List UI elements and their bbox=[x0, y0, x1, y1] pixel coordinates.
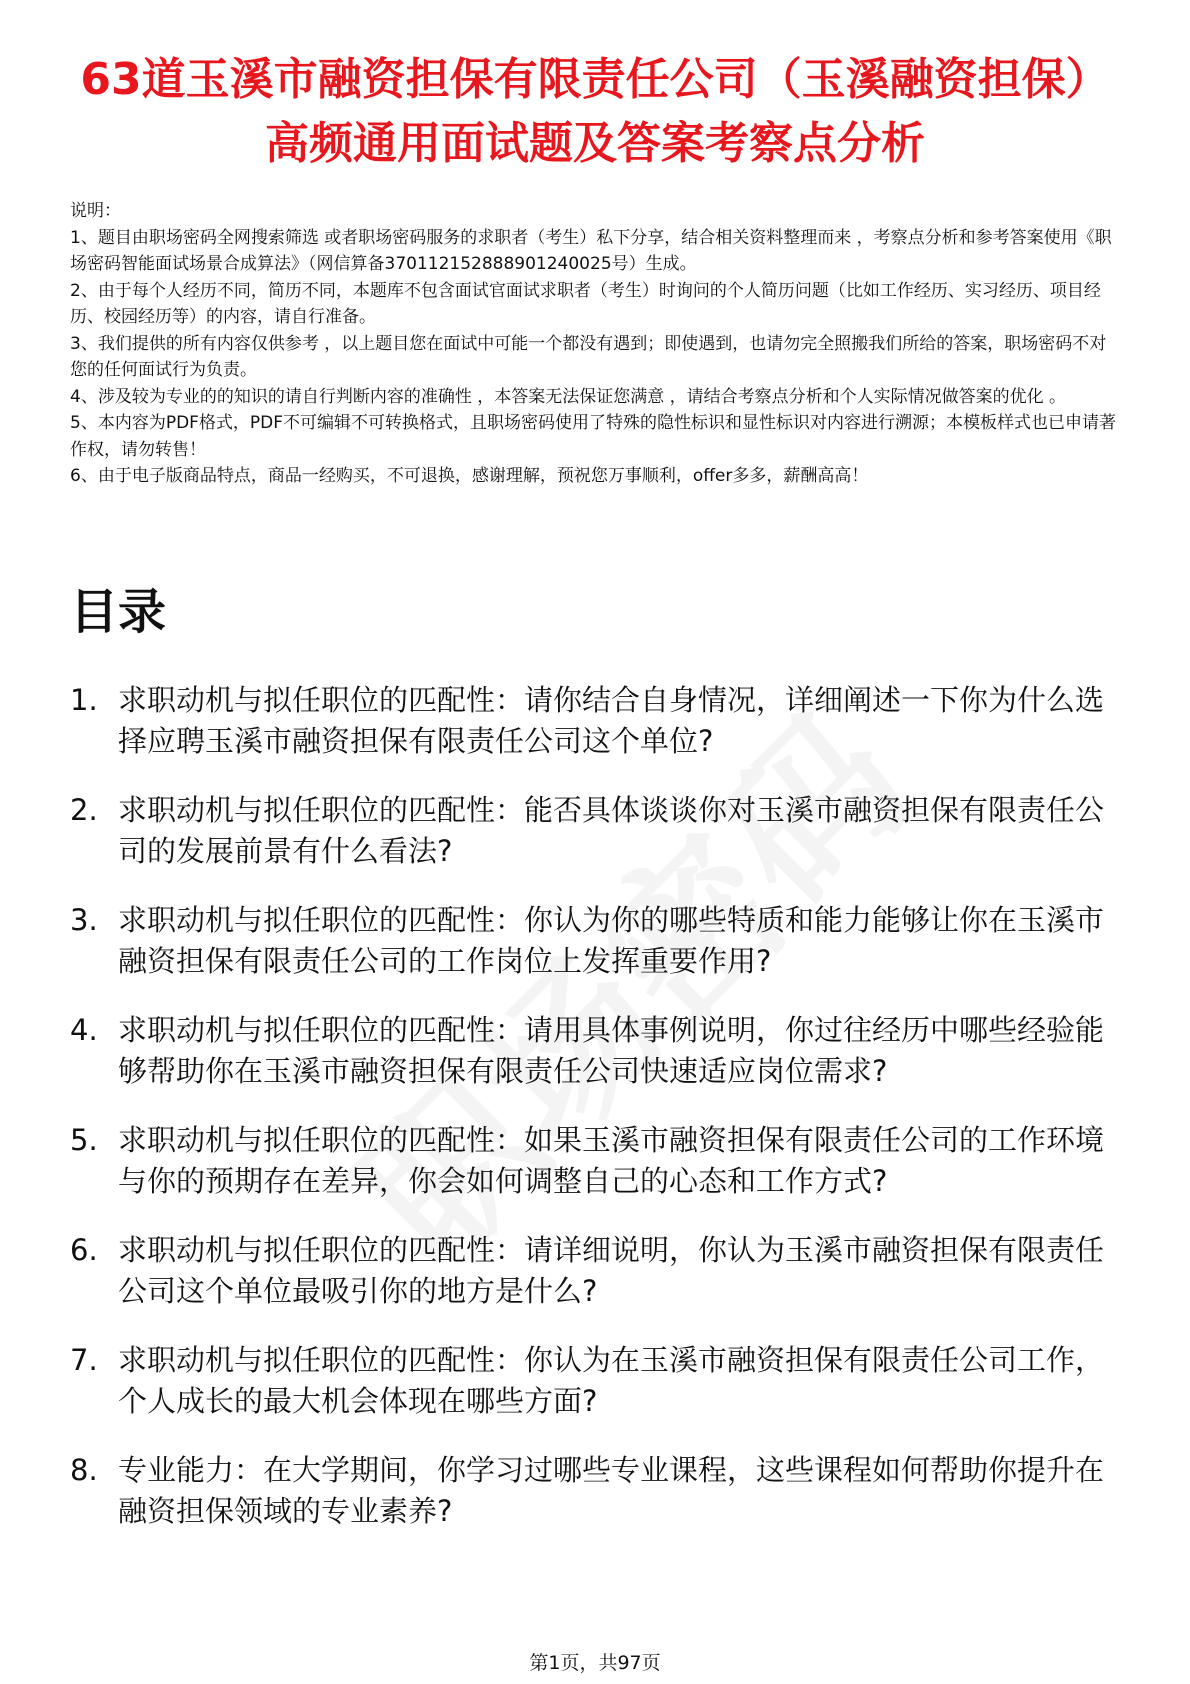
table-of-contents bbox=[70, 680, 1120, 1560]
toc-item-number: 7. bbox=[70, 1343, 98, 1377]
toc-item-number: 5. bbox=[70, 1123, 98, 1157]
notes-section bbox=[70, 198, 1120, 490]
toc-item-number: 8. bbox=[70, 1453, 98, 1487]
toc-item[interactable] bbox=[70, 1120, 1120, 1202]
toc-item[interactable] bbox=[70, 1230, 1120, 1312]
note-item: 5、本内容为PDF格式，PDF不可编辑不可转换格式，且职场密码使用了特殊的隐性标识和显性标识对内容进行溯源；本模板样式也已申请著作权，请勿转售！ bbox=[70, 413, 1117, 460]
toc-item-text: 求职动机与拟任职位的匹配性：能否具体谈谈你对玉溪市融资担保有限责任公司的发展前景有什么看法? bbox=[118, 793, 1105, 868]
toc-item-number: 2. bbox=[70, 793, 98, 827]
toc-item[interactable] bbox=[70, 790, 1120, 872]
toc-item[interactable] bbox=[70, 1450, 1120, 1532]
toc-heading: 目录 bbox=[70, 584, 167, 640]
toc-item[interactable] bbox=[70, 1010, 1120, 1092]
note-item: 1、题目由职场密码全网搜索筛选 或者职场密码服务的求职者（考生）私下分享，结合相关资料整理而来 ，考察点分析和参考答案使用《职场密码智能面试场景合成算法》（网信算备370112152888901240025号）生成。 bbox=[70, 227, 1112, 274]
toc-item-text: 求职动机与拟任职位的匹配性：请详细说明，你认为玉溪市融资担保有限责任公司这个单位最吸引你的地方是什么? bbox=[118, 1233, 1105, 1308]
toc-item-number: 4. bbox=[70, 1013, 98, 1047]
note-item: 6、由于电子版商品特点，商品一经购买，不可退换，感谢理解，预祝您万事顺利，offer多多，薪酬高高！ bbox=[70, 466, 869, 486]
toc-item-text: 求职动机与拟任职位的匹配性：你认为在玉溪市融资担保有限责任公司工作，个人成长的最大机会体现在哪些方面? bbox=[118, 1343, 1105, 1418]
toc-item[interactable] bbox=[70, 680, 1120, 762]
note-item: 2、由于每个人经历不同，简历不同，本题库不包含面试官面试求职者（考生）时询问的个人简历问题（比如工作经历、实习经历、项目经历、校园经历等）的内容，请自行准备。 bbox=[70, 280, 1101, 327]
document-title: 63道玉溪市融资担保有限责任公司（玉溪融资担保）高频通用面试题及答案考察点分析 bbox=[80, 54, 1110, 169]
toc-item-text: 专业能力：在大学期间，你学习过哪些专业课程，这些课程如何帮助你提升在融资担保领域的专业素养? bbox=[118, 1453, 1105, 1528]
toc-item-text: 求职动机与拟任职位的匹配性：请用具体事例说明，你过往经历中哪些经验能够帮助你在玉溪市融资担保有限责任公司快速适应岗位需求? bbox=[118, 1013, 1105, 1088]
note-item: 4、涉及较为专业的的知识的请自行判断内容的准确性 ，本答案无法保证您满意 ，请结合考察点分析和个人实际情况做答案的优化 。 bbox=[70, 386, 1067, 407]
toc-item-number: 6. bbox=[70, 1233, 98, 1267]
toc-item-text: 求职动机与拟任职位的匹配性：你认为你的哪些特质和能力能够让你在玉溪市融资担保有限责任公司的工作岗位上发挥重要作用? bbox=[118, 903, 1105, 978]
notes-heading: 说明： bbox=[70, 201, 121, 221]
page-footer: 第1页，共97页 bbox=[529, 1652, 661, 1674]
note-item: 3、我们提供的所有内容仅供参考 ，以上题目您在面试中可能一个都没有遇到；即使遇到，也请勿完全照搬我们所给的答案，职场密码不对您的任何面试行为负责。 bbox=[70, 333, 1107, 380]
toc-item-text: 求职动机与拟任职位的匹配性：如果玉溪市融资担保有限责任公司的工作环境与你的预期存在差异，你会如何调整自己的心态和工作方式? bbox=[118, 1123, 1105, 1198]
toc-item-text: 求职动机与拟任职位的匹配性：请你结合自身情况，详细阐述一下你为什么选择应聘玉溪市融资担保有限责任公司这个单位? bbox=[118, 683, 1105, 758]
toc-item[interactable] bbox=[70, 1340, 1120, 1422]
toc-item-number: 1. bbox=[70, 683, 98, 717]
toc-item-number: 3. bbox=[70, 903, 98, 937]
toc-item[interactable] bbox=[70, 900, 1120, 982]
